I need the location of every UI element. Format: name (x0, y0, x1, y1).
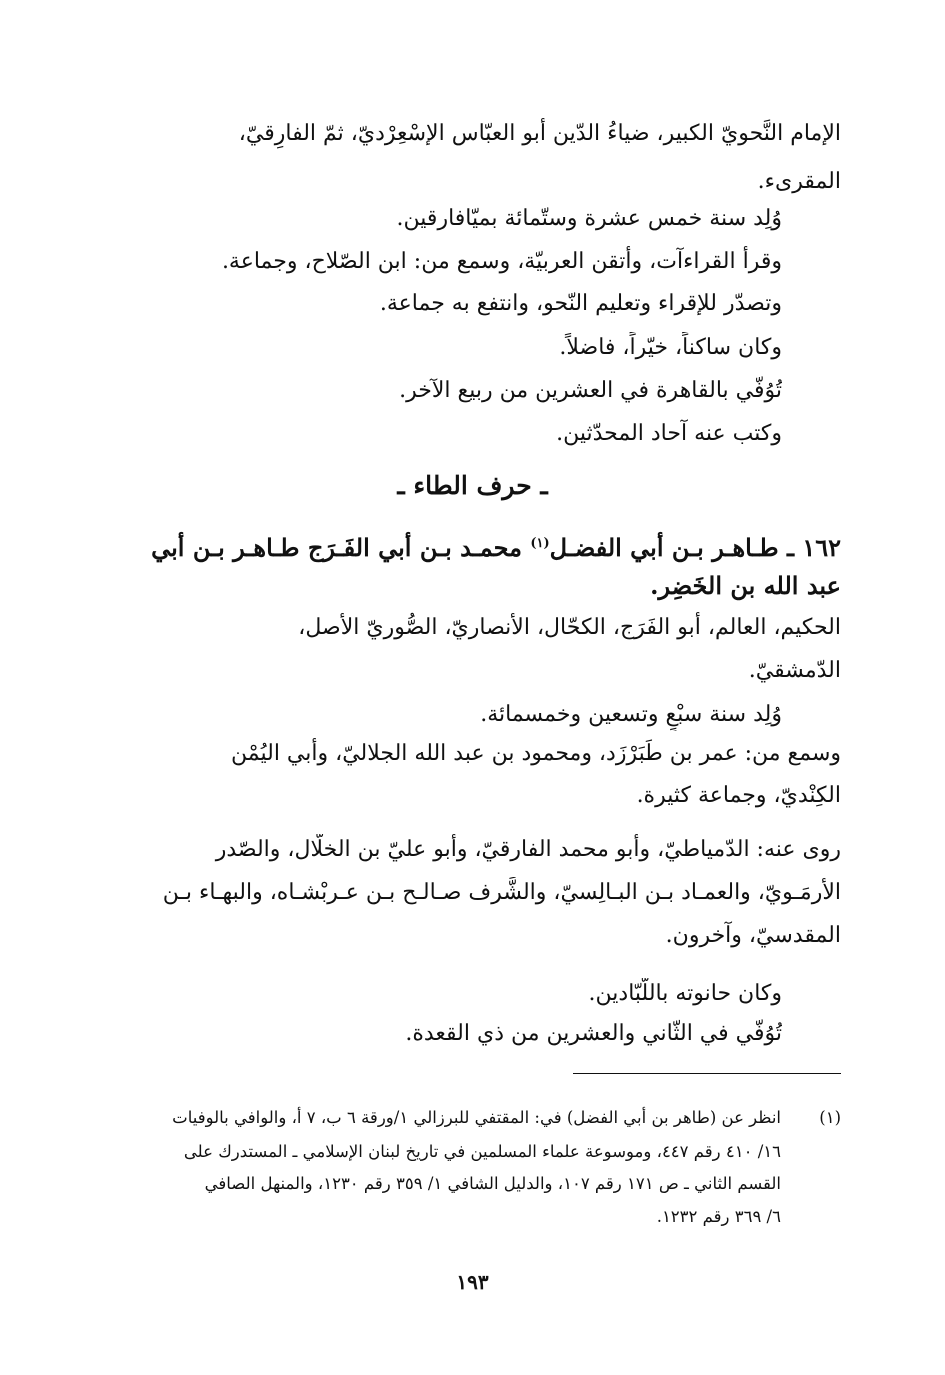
entry-162-title-line-2: عبد الله بن الخَضِر. (650, 571, 841, 600)
entry-162-narrated-line-2: الأُرمَـويّ، والعمـاد بـن البـالِسيّ، والشَّرف صـالـح بـن عـربْشـاه، والبهـاء بـن (162, 880, 841, 905)
entry-162-desc-line-1: الحكيم، العالم، أبو الفَرَج، الكحّال، الأنصاريّ، الصُّوريّ الأصل، (298, 615, 841, 640)
entry-162-title-part-a: ١٦٢ ـ طـاهـر بـن أبي الفضـل (549, 533, 841, 562)
footnote-reference: (١) (530, 536, 550, 551)
section-heading: ـ حرف الطاء ـ (397, 471, 548, 500)
entry-162-narrated-line-3: المقدسيّ، وآخرون. (665, 923, 841, 948)
entry-162-died: تُوُفّي في الثّاني والعشرين من ذي القعدة. (405, 1021, 782, 1046)
footnote-line-3: القسم الثاني ـ ص ١٧١ رقم ١٠٧، والدليل الشافي ١/ ٣٥٩ رقم ١٢٣٠، والمنهل الصافي (204, 1174, 781, 1193)
entry-161-line-2: المقرىء. (757, 169, 841, 194)
entry-162-title-line-1 (104, 528, 841, 564)
entry-161-line-1: الإمام النَّحويّ الكبير، ضياءُ الدّين أبو العبّاس الإسْعِرْديّ، ثمّ الفارِقيّ، (238, 121, 841, 146)
footnote-number: (١) (819, 1108, 841, 1127)
entry-161-character: وكان ساكناً، خيّراً، فاضلاً. (559, 335, 782, 360)
entry-162-desc-line-2: الدّمشقيّ. (748, 658, 841, 683)
footnote-line-2: ١٦/ ٤١٠ رقم ٤٤٧، وموسوعة علماء المسلمين في تاريخ لبنان الإسلامي ـ المستدرك على (183, 1142, 781, 1161)
entry-162-shop: وكان حانوته باللّبّادين. (588, 981, 782, 1006)
entry-161-wrote: وكتب عنه آحاد المحدّثين. (556, 421, 782, 446)
entry-161-born: وُلِد سنة خمس عشرة وستّمائة بميّافارقين. (396, 206, 782, 231)
footnote-separator (573, 1073, 841, 1074)
entry-161-taught: وتصدّر للإقراء وتعليم النّحو، وانتفع به جماعة. (379, 291, 782, 316)
entry-162-heard-line-2: الكِنْديّ، وجماعة كثيرة. (636, 783, 841, 808)
entry-161-died: تُوُفّي بالقاهرة في العشرين من ربيع الآخر. (399, 378, 782, 403)
page-number: ١٩٣ (456, 1270, 489, 1294)
footnote-line-4: ٦/ ٣٦٩ رقم ١٢٣٢. (656, 1207, 781, 1226)
footnote-line-1: انظر عن (طاهر بن أبي الفضل) في: المقتفي للبرزالي ١/ورقة ٦ ب، ٧ أ، والوافي بالوفيات (172, 1108, 781, 1127)
entry-161-studied: وقرأ القراءآت، وأتقن العربيّة، وسمع من: ابن الصّلاح، وجماعة. (221, 249, 782, 274)
entry-162-born: وُلِد سنة سبْعٍ وتسعين وخمسمائة. (480, 702, 782, 727)
entry-162-heard-line-1: وسمع من: عمر بن طَبَرْزَد، ومحمود بن عبد الله الجلاليّ، وأبي اليُمْن (231, 741, 841, 766)
entry-162-narrated-line-1: روى عنه: الدّمياطيّ، وأبو محمد الفارقيّ، وأبو عليّ بن الخلّال، والصّدر (215, 837, 841, 862)
entry-162-title-part-b: محمـد بـن أبي الفَـرَج طـاهـر بـن أبي (151, 533, 531, 562)
